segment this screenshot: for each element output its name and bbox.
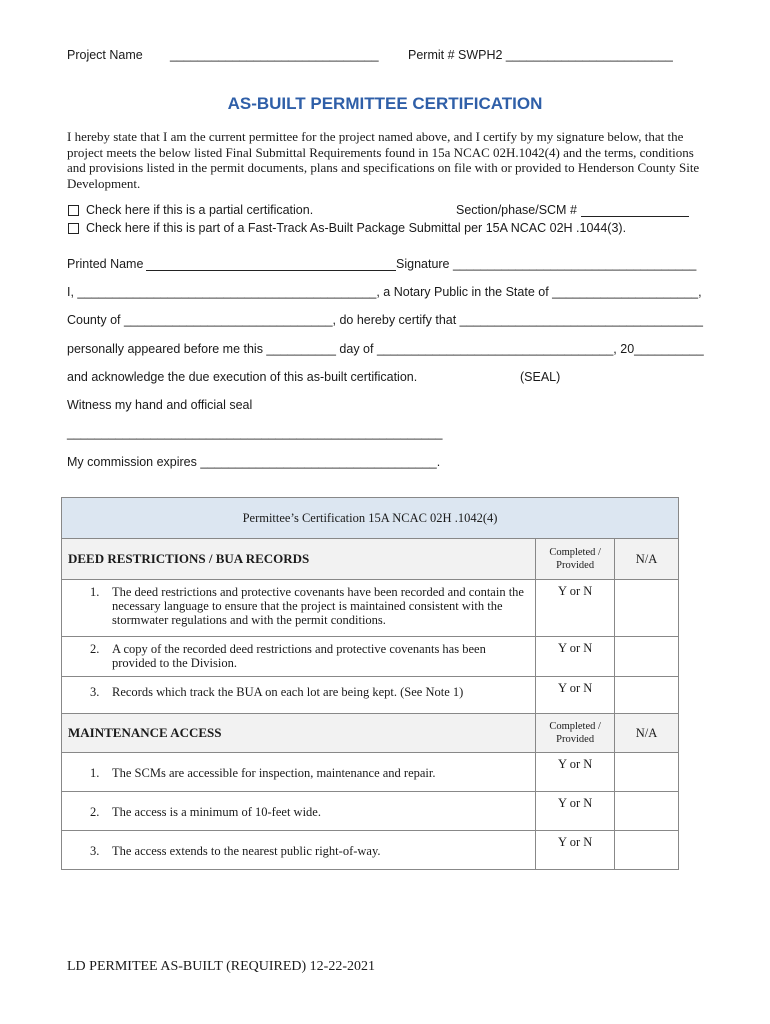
signature-field[interactable]: Signature ___________________________________ <box>396 257 697 271</box>
notary-line-4: and acknowledge the due execution of this as-built certification. <box>67 370 418 384</box>
permit-number-field[interactable]: Permit # SWPH2 ________________________ <box>408 48 673 62</box>
na-column-header: N/A <box>615 714 679 753</box>
yes-no-selector[interactable]: Y or N <box>536 637 615 677</box>
na-cell[interactable] <box>615 792 679 831</box>
completed-column-header: Completed / Provided <box>536 714 615 753</box>
yes-no-selector[interactable]: Y or N <box>536 792 615 831</box>
na-cell[interactable] <box>615 677 679 714</box>
notary-line-1[interactable]: I, ___________________________________________, a Notary Public in the State of _____________________, <box>67 285 702 299</box>
printed-name-field[interactable] <box>146 270 396 271</box>
section-title-maintenance: MAINTENANCE ACCESS <box>62 714 536 753</box>
table-row: 3. The access extends to the nearest public right-of-way. <box>62 831 536 870</box>
certification-statement: I hereby state that I am the current permittee for the project named above, and I certify by my signature below, that the project meets the below listed Final Submittal Requirements found in 15a NCAC 02H.1042(4) and the terms, conditions and provisions listed in the permit documents, plans and specifications on file with or provided to Henderson County Site Development. <box>67 129 700 191</box>
yes-no-selector[interactable]: Y or N <box>536 677 615 714</box>
yes-no-selector[interactable]: Y or N <box>536 831 615 870</box>
printed-name-label: Printed Name <box>67 257 144 271</box>
notary-line-2[interactable]: County of ______________________________, do hereby certify that ___________________________________ <box>67 313 703 327</box>
yes-no-selector[interactable]: Y or N <box>536 580 615 637</box>
table-row: 1. The deed restrictions and protective covenants have been recorded and contain the necessary language to ensure that the project is maintained consistent with the stormwater regulations and with the permit conditions. <box>62 580 536 637</box>
na-cell[interactable] <box>615 831 679 870</box>
table-row: 2. A copy of the recorded deed restrictions and protective covenants has been provided to the Division. <box>62 637 536 677</box>
witness-label: Witness my hand and official seal <box>67 398 253 412</box>
footer-form-id: LD PERMITEE AS-BUILT (REQUIRED) 12-22-2021 <box>67 959 375 974</box>
fast-track-checkbox[interactable] <box>68 223 79 234</box>
na-cell[interactable] <box>615 637 679 677</box>
fast-track-label: Check here if this is part of a Fast-Track As-Built Package Submittal per 15A NCAC 02H .1044(3). <box>86 221 627 235</box>
section-title-deed: DEED RESTRICTIONS / BUA RECORDS <box>62 539 536 580</box>
notary-line-3[interactable]: personally appeared before me this __________ day of __________________________________, 20__________ <box>67 342 704 356</box>
table-row: 1. The SCMs are accessible for inspection, maintenance and repair. <box>62 753 536 792</box>
partial-certification-label: Check here if this is a partial certification. <box>86 203 314 217</box>
yes-no-selector[interactable]: Y or N <box>536 753 615 792</box>
notary-signature-line[interactable]: ______________________________________________________ <box>67 426 443 440</box>
na-column-header: N/A <box>615 539 679 580</box>
certification-table <box>61 497 679 870</box>
table-row: 3. Records which track the BUA on each lot are being kept. (See Note 1) <box>62 677 536 714</box>
completed-column-header: Completed / Provided <box>536 539 615 580</box>
na-cell[interactable] <box>615 753 679 792</box>
project-name-field[interactable]: ______________________________ <box>170 48 379 62</box>
table-header: Permittee’s Certification 15A NCAC 02H .1042(4) <box>62 498 679 539</box>
commission-expires-field[interactable]: My commission expires __________________________________. <box>67 455 441 469</box>
project-name-label: Project Name <box>67 48 143 62</box>
table-row: 2. The access is a minimum of 10-feet wide. <box>62 792 536 831</box>
na-cell[interactable] <box>615 580 679 637</box>
partial-certification-checkbox[interactable] <box>68 205 79 216</box>
seal-label: (SEAL) <box>520 370 561 384</box>
section-phase-scm-label: Section/phase/SCM # <box>456 203 577 217</box>
section-phase-scm-field[interactable] <box>581 216 689 217</box>
page-title: AS-BUILT PERMITTEE CERTIFICATION <box>227 94 543 113</box>
